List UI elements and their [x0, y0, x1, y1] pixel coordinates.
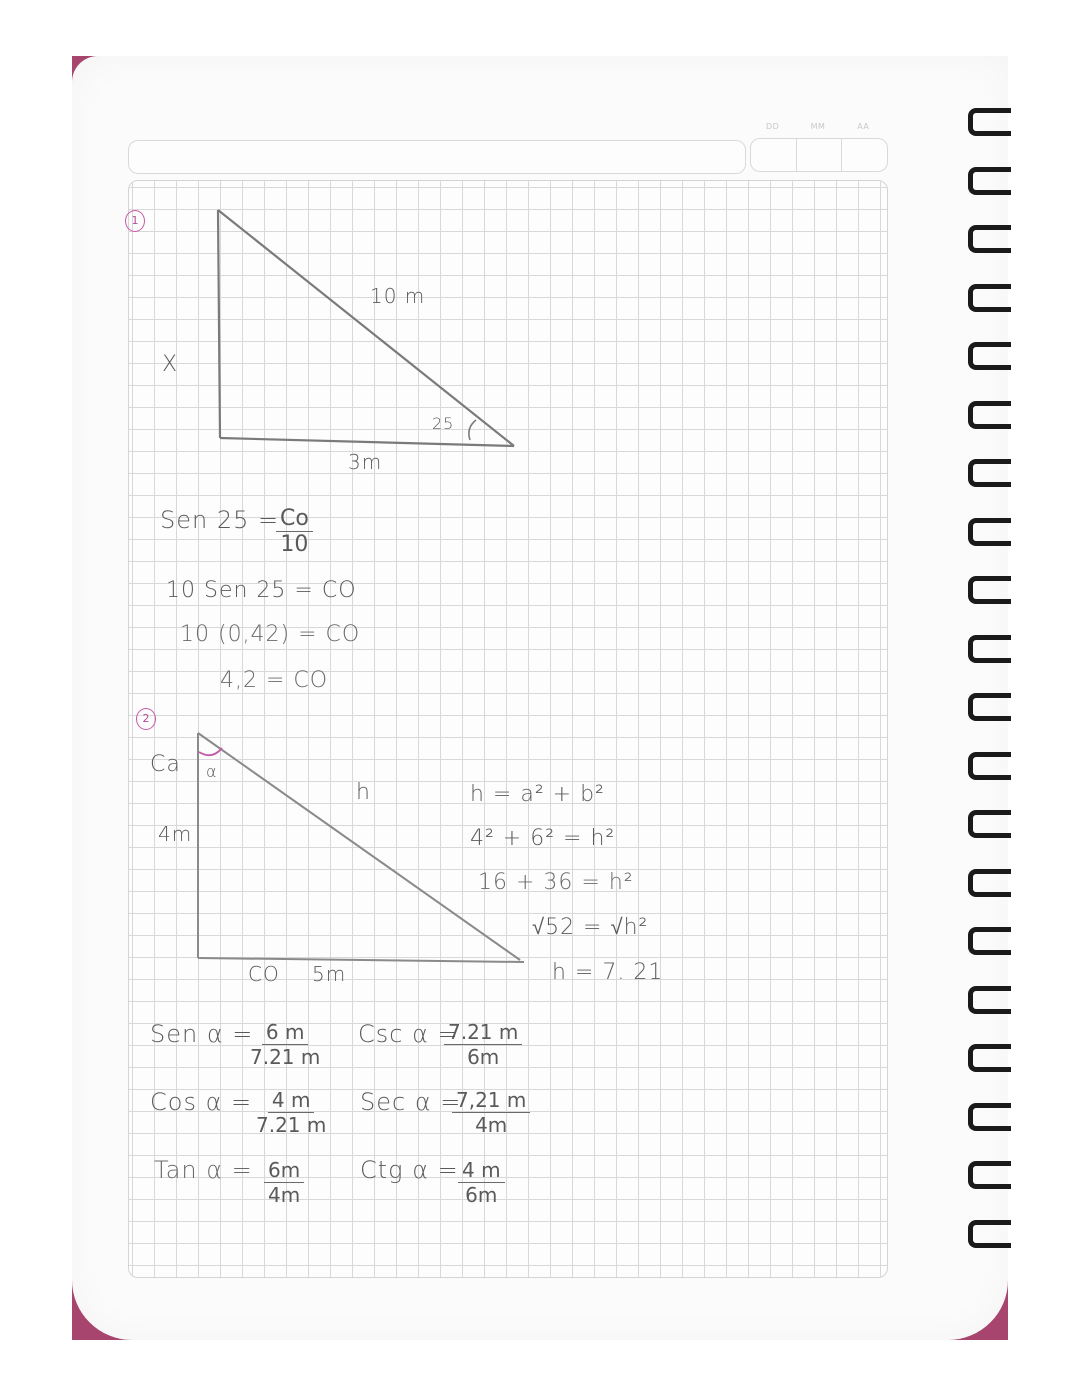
ratio-sec-denominator: 4m [475, 1113, 508, 1137]
pythagoras-line1: h = a² + b² [470, 782, 605, 807]
spiral-ring-icon [968, 167, 1011, 195]
date-label-year: AA [857, 122, 870, 131]
triangle2-angle-label: α [206, 762, 218, 781]
p1-work-line4: 4,2 = CO [220, 668, 329, 693]
spiral-ring-icon [968, 576, 1011, 604]
spiral-ring-icon [968, 1103, 1011, 1131]
triangle2-vertical-label: 4m [158, 822, 193, 846]
ratio-sec-numerator: 7,21 m [452, 1088, 530, 1113]
spiral-ring-icon [968, 1044, 1011, 1072]
p1-sine-denominator: 10 [280, 532, 309, 557]
triangle2-opposite-label: CO [248, 962, 280, 986]
triangle2-adjacent-label: Ca [150, 752, 181, 777]
spiral-ring-icon [968, 342, 1011, 370]
ratio-tan-label: Tan α = [154, 1156, 253, 1184]
triangle1-angle-label: 25 [432, 414, 455, 433]
spiral-ring-icon [968, 810, 1011, 838]
ratio-tan-fraction [264, 1158, 304, 1207]
ratio-csc-denominator: 6m [467, 1045, 500, 1069]
triangle1-vertical-label: X [162, 352, 179, 377]
ratio-ctg-label: Ctg α = [360, 1156, 459, 1184]
ratio-sec-fraction [452, 1088, 530, 1137]
triangle2-hypotenuse-label: h [356, 780, 371, 805]
p1-sine-left: Sen 25 = [160, 506, 280, 534]
spiral-ring-icon [968, 693, 1011, 721]
spiral-ring-icon [968, 1161, 1011, 1189]
spiral-ring-icon [968, 459, 1011, 487]
spiral-ring-icon [968, 752, 1011, 780]
p1-work-line3: 10 (0,42) = CO [180, 622, 361, 647]
p1-sine-numerator: Co [276, 506, 313, 532]
spiral-ring-icon [968, 108, 1011, 136]
triangle1-base-label: 3m [348, 450, 383, 474]
spiral-ring-icon [968, 869, 1011, 897]
triangle2-base-label: 5m [312, 962, 347, 986]
pythagoras-line2: 4² + 6² = h² [470, 826, 616, 851]
problem-number-1: 1 [125, 210, 145, 232]
ratio-cos-label: Cos α = [150, 1088, 253, 1116]
ratio-ctg-fraction [458, 1158, 505, 1207]
pythagoras-line4: √52 = √h² [532, 915, 649, 940]
spiral-ring-icon [968, 927, 1011, 955]
pythagoras-line5: h = 7. 21 [552, 960, 664, 985]
ratio-sec-label: Sec α = [360, 1088, 462, 1116]
ratio-cos-fraction [256, 1088, 326, 1137]
ratio-sen-numerator: 6 m [262, 1020, 309, 1045]
triangle1-hypotenuse-label: 10 m [370, 284, 426, 308]
ratio-csc-numerator: 7.21 m [444, 1020, 522, 1045]
spiral-binding [962, 100, 1012, 1300]
spiral-ring-icon [968, 225, 1011, 253]
spiral-ring-icon [968, 284, 1011, 312]
spiral-ring-icon [968, 518, 1011, 546]
spiral-ring-icon [968, 1220, 1011, 1248]
spiral-ring-icon [968, 635, 1011, 663]
p1-sine-fraction [276, 506, 313, 557]
spiral-ring-icon [968, 986, 1011, 1014]
ratio-sen-fraction [250, 1020, 320, 1069]
problem-number-2: 2 [136, 708, 156, 730]
ratio-sen-label: Sen α = [150, 1020, 254, 1048]
date-label-month: MM [810, 122, 826, 131]
ratio-tan-numerator: 6m [264, 1158, 304, 1183]
pythagoras-line3: 16 + 36 = h² [478, 870, 634, 895]
p1-work-line2: 10 Sen 25 = CO [166, 578, 357, 603]
ratio-ctg-denominator: 6m [465, 1183, 498, 1207]
ratio-csc-label: Csc α = [358, 1020, 459, 1048]
ratio-cos-denominator: 7.21 m [256, 1113, 327, 1137]
ratio-tan-denominator: 4m [268, 1183, 301, 1207]
ratio-sen-denominator: 7.21 m [250, 1045, 321, 1069]
spiral-ring-icon [968, 401, 1011, 429]
date-label-day: DD [766, 122, 780, 131]
ratio-cos-numerator: 4 m [268, 1088, 315, 1113]
triangle-1 [218, 210, 514, 446]
ratio-csc-fraction [444, 1020, 522, 1069]
ratio-ctg-numerator: 4 m [458, 1158, 505, 1183]
